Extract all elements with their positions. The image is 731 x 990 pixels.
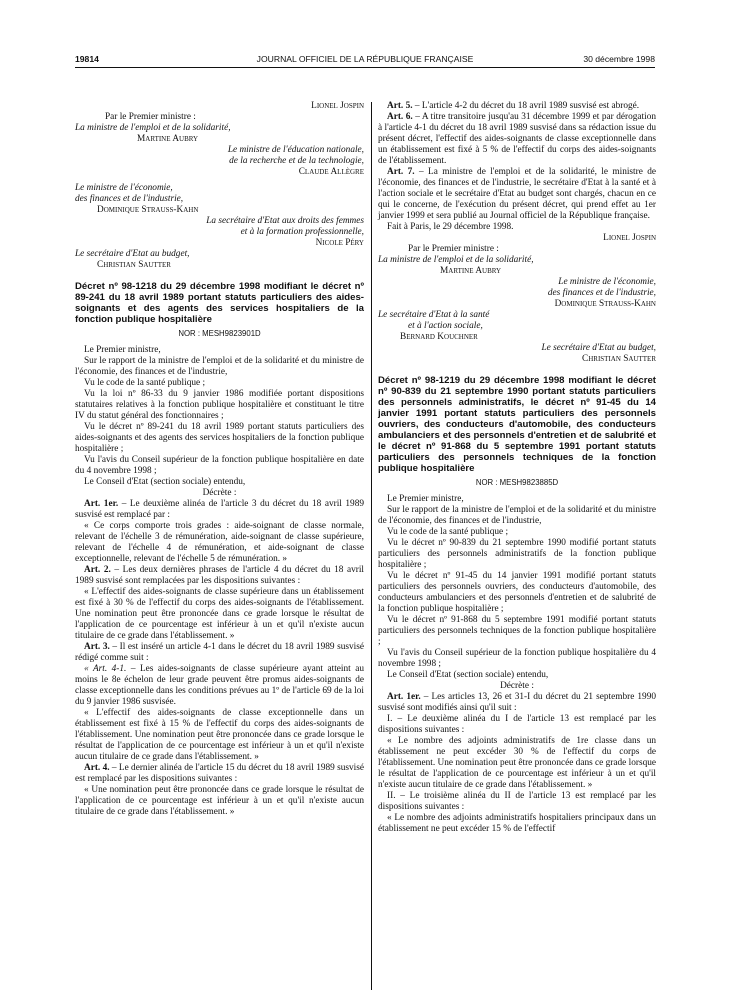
paragraph-text: Christian Sautter xyxy=(97,260,171,270)
paragraph xyxy=(378,222,656,233)
paragraph-text: Vu le décret nº 91-45 du 14 janvier 1991 modifié portant statuts particuliers des personnels ouvriers, des conducteurs d'automobile, des conducteurs ambulanciers et des personnels d'entretien et de salubrité de la fonction publique hospitalière ; xyxy=(378,571,656,614)
paragraph-text: Lionel Jospin xyxy=(311,101,364,111)
article-paragraph xyxy=(378,112,656,167)
paragraph-text: Vu le décret nº 90-839 du 21 septembre 1990 modifié portant statuts particuliers des personnels administratifs de la fonction publique hospitalière ; xyxy=(378,538,656,570)
issue-date: 30 décembre 1998 xyxy=(583,54,655,64)
paragraph xyxy=(75,378,364,389)
paragraph-text: La ministre de l'emploi et de la solidarité, xyxy=(378,255,534,265)
paragraph xyxy=(378,681,656,692)
article-number: Art. 3. xyxy=(84,642,110,652)
paragraph xyxy=(378,571,656,615)
paragraph-text: Martine Aubry xyxy=(440,266,502,276)
signatory-role xyxy=(75,123,364,134)
paragraph-text: NOR : MESH9823885D xyxy=(475,478,559,487)
paragraph xyxy=(75,785,364,818)
paragraph-text: Le secrétaire d'Etat au budget, xyxy=(75,249,190,259)
signatory-role xyxy=(378,255,656,266)
article-number: Art. 7. xyxy=(387,167,415,177)
paragraph-text: Par le Premier ministre : xyxy=(408,244,499,254)
paragraph xyxy=(378,813,656,835)
paragraph-text: Décret nº 98-1218 du 29 décembre 1998 modifiant le décret nº 89-241 du 18 avril 1989 portant statuts particuliers des aides-soignants et des agents des services hospitaliers de la fonction publique hospitalière xyxy=(75,281,364,325)
paragraph xyxy=(378,494,656,505)
signatory-role xyxy=(75,227,364,238)
paragraph-text: – Le dernier alinéa de l'article 15 du décret du 18 avril 1989 susvisé est remplacé par les dispositions suivantes : xyxy=(75,763,364,784)
paragraph-text: Dominique Strauss-Kahn xyxy=(554,299,656,309)
article-paragraph xyxy=(378,167,656,222)
article-paragraph xyxy=(378,101,656,112)
paragraph-text: Claude Allègre xyxy=(298,167,364,177)
paragraph xyxy=(378,244,656,255)
nor-reference xyxy=(378,477,656,488)
paragraph xyxy=(378,791,656,813)
article-number: Art. 2. xyxy=(84,565,111,575)
signatory-role xyxy=(75,183,364,194)
paragraph xyxy=(75,708,364,763)
signatory-role xyxy=(378,310,656,321)
paragraph-text: de la recherche et de la technologie, xyxy=(229,156,364,166)
signatory-role xyxy=(75,156,364,167)
paragraph-text: Le Conseil d'Etat (section sociale) entendu, xyxy=(387,670,549,680)
paragraph-text: « Ce corps comporte trois grades : aide-soignant de classe normale, relevant de l'échelle 3 de rémunération, aide-soignant de classe supérieure, relevant de l'échelle 4 de rémunération, et aide-soignant de classe exceptionnelle, relevant de l'échelle 5 de rémunération. » xyxy=(75,521,364,564)
paragraph xyxy=(75,112,364,123)
left-column xyxy=(75,101,364,818)
paragraph-text: « Le nombre des adjoints administratifs hospitaliers principaux dans un établissement ne peut excéder 15 % de l'effectif xyxy=(378,813,656,834)
signatory-name xyxy=(75,205,364,216)
paragraph-text: Vu l'avis du Conseil supérieur de la fonction publique hospitalière en date du 4 novembre 1998 ; xyxy=(75,455,364,476)
paragraph-text: NOR : MESH9823901D xyxy=(178,329,261,338)
paragraph-text: La secrétaire d'Etat aux droits des femmes xyxy=(206,216,364,226)
signatory-name xyxy=(378,266,656,277)
article-paragraph xyxy=(378,692,656,714)
paragraph xyxy=(378,527,656,538)
paragraph-text: – La ministre de l'emploi et de la solidarité, le ministre de l'économie, des finances et de l'industrie, le secrétaire d'Etat à la santé et à l'action sociale et le secrétaire d'Etat au budget sont chargés, chacun en ce qui le concerne, de l'exécution du présent décret, qui prend effet au 1er janvier 1999 et sera publié au Journal officiel de la République française. xyxy=(378,167,657,221)
nor-reference xyxy=(75,328,364,339)
article-paragraph xyxy=(75,565,364,587)
paragraph-text: Le Premier ministre, xyxy=(84,345,161,355)
signatory-role xyxy=(378,277,656,288)
header-rule xyxy=(75,67,655,68)
paragraph xyxy=(378,736,656,791)
article-number: Art. 1er. xyxy=(84,499,119,509)
paragraph-text: « Le nombre des adjoints administratifs de 1re classe dans un établissement ne peut excéder 30 % de l'effectif du corps de l'établissement. Une nomination peut être prononcée dans ce grade lorsque le résultat de l'application de ce pourcentage est inférieur à un et qu'il n'existe aucun titulaire de ce grade dans l'établissement. » xyxy=(378,736,656,790)
paragraph-text: Vu le code de la santé publique ; xyxy=(84,378,206,388)
paragraph-text: – Les aides-soignants de classe supérieure ayant atteint au moins le 8e échelon de leur grade peuvent être promus aides-soignants de classe exceptionnelle dans les conditions prévues au 1º de l'article 69 de la loi du 9 janvier 1986 susvisée. xyxy=(75,664,364,707)
article-number: Art. 4. xyxy=(84,763,110,773)
article-number: Art. 1er. xyxy=(387,692,421,702)
paragraph xyxy=(75,477,364,488)
paragraph-text: I. – Le deuxième alinéa du I de l'article 13 est remplacé par les dispositions suivantes : xyxy=(378,714,656,735)
paragraph-text: et à la formation professionnelle, xyxy=(240,227,364,237)
paragraph-text: Martine Aubry xyxy=(137,134,199,144)
page-header xyxy=(75,54,655,66)
paragraph-text: Bernard Kouchner xyxy=(400,332,478,342)
paragraph-text: Vu le code de la santé publique ; xyxy=(387,527,509,537)
paragraph-text: Fait à Paris, le 29 décembre 1998. xyxy=(387,222,514,232)
paragraph-text: – Il est inséré un article 4-1 dans le décret du 18 avril 1989 susvisé rédigé comme suit : xyxy=(75,642,364,663)
paragraph xyxy=(75,356,364,378)
paragraph xyxy=(75,389,364,422)
paragraph-text: Le ministre de l'économie, xyxy=(558,277,656,287)
paragraph-text: des finances et de l'industrie, xyxy=(75,194,184,204)
paragraph-text: – Les deux dernières phrases de l'article 4 du décret du 18 avril 1989 susvisé sont remplacées par les dispositions suivantes : xyxy=(75,565,364,586)
page-number: 19814 xyxy=(75,54,99,64)
paragraph xyxy=(75,455,364,477)
paragraph-text: Christian Sautter xyxy=(582,354,656,364)
paragraph-text: Par le Premier ministre : xyxy=(105,112,196,122)
paragraph-text: Le ministre de l'éducation nationale, xyxy=(227,145,364,155)
paragraph-text: Sur le rapport de la ministre de l'emploi et de la solidarité et du ministre de l'économie, des finances et de l'industrie, xyxy=(378,505,656,526)
paragraph-text: – Le deuxième alinéa de l'article 3 du décret du 18 avril 1989 susvisé est remplacé par : xyxy=(75,499,364,520)
article-paragraph xyxy=(75,763,364,785)
signatory-name xyxy=(75,134,364,145)
paragraph-text: Décret nº 98-1219 du 29 décembre 1998 modifiant le décret nº 90-839 du 21 septembre 1990 portant statuts particuliers des personnels administratifs, le décret nº 91-45 du 14 janvier 1991 portant statuts particuliers des personnels ouvriers, des conducteurs d'automobile, des conducteurs ambulanciers et des personnels d'entretien et de salubrité et le décret nº 91-868 du 5 septembre 1991 portant statuts particuliers des personnels techniques de la fonction publique hospitalière xyxy=(378,375,656,474)
paragraph-text: Le secrétaire d'Etat à la santé xyxy=(378,310,490,320)
paragraph-text: II. – Le troisième alinéa du II de l'article 13 est remplacé par les dispositions suivantes : xyxy=(378,791,656,812)
paragraph xyxy=(75,587,364,642)
paragraph xyxy=(75,488,364,499)
paragraph-text: Dominique Strauss-Kahn xyxy=(97,205,199,215)
paragraph xyxy=(378,714,656,736)
signatory-role xyxy=(75,216,364,227)
signatory-name xyxy=(378,354,656,365)
signatory-name xyxy=(378,299,656,310)
paragraph-text: « Une nomination peut être prononcée dans ce grade lorsque le résultat de l'application de ce pourcentage est inférieur à un et qu'il n'existe aucun titulaire de ce grade dans l'établissement. » xyxy=(75,785,364,817)
paragraph-text: – A titre transitoire jusqu'au 31 décembre 1999 et par dérogation à l'article 4-1 du décret du 18 avril 1989 susvisé dans sa rédaction issue du présent décret, l'effectif des aides-soignants de classe exceptionnelle dans un établissement est fixé à 5 % de l'effectif du corps des aides-soignants de l'établissement. xyxy=(378,112,656,166)
decree-title xyxy=(75,281,364,325)
column-divider xyxy=(371,102,372,990)
paragraph-text: Lionel Jospin xyxy=(603,233,656,243)
paragraph-text: Le Conseil d'Etat (section sociale) entendu, xyxy=(84,477,246,487)
paragraph-text: Décrète : xyxy=(500,681,534,691)
paragraph xyxy=(378,648,656,670)
journal-title: JOURNAL OFFICIEL DE LA RÉPUBLIQUE FRANÇAISE xyxy=(256,54,474,64)
paragraph-text: des finances et de l'industrie, xyxy=(547,288,656,298)
signatory-role xyxy=(75,249,364,260)
paragraph xyxy=(75,345,364,356)
signatory-role xyxy=(75,194,364,205)
paragraph-text: Sur le rapport de la ministre de l'emploi et de la solidarité et du ministre de l'économie, des finances et de l'industrie, xyxy=(75,356,364,377)
paragraph xyxy=(75,422,364,455)
paragraph-text: La ministre de l'emploi et de la solidarité, xyxy=(75,123,231,133)
signatory-name xyxy=(75,238,364,249)
paragraph-text: Le ministre de l'économie, xyxy=(75,183,173,193)
article-number: Art. 5. xyxy=(387,101,413,111)
paragraph-text: Décrète : xyxy=(202,488,237,498)
paragraph-text: Vu la loi nº 86-33 du 9 janvier 1986 modifiée portant dispositions statutaires relatives à la fonction publique hospitalière et constituant le titre IV du statut général des fonctionnaires ; xyxy=(75,389,364,421)
paragraph xyxy=(378,538,656,571)
paragraph xyxy=(378,615,656,648)
article-number: « Art. 4-1. xyxy=(84,664,127,674)
paragraph-text: Vu l'avis du Conseil supérieur de la fonction publique hospitalière du 4 novembre 1998 ; xyxy=(378,648,656,669)
paragraph xyxy=(378,670,656,681)
article-paragraph xyxy=(75,499,364,521)
article-paragraph xyxy=(75,642,364,664)
signatory-role xyxy=(75,145,364,156)
decree-title xyxy=(378,375,656,474)
paragraph xyxy=(75,521,364,565)
paragraph-text: « L'effectif des aides-soignants de classe exceptionnelle dans un établissement est fixé à 15 % de l'effectif du corps des aides-soignants de l'établissement. Une nomination peut être prononcée dans ce grade lorsque le résultat de l'application de ce pourcentage est inférieur à un et qu'il n'existe aucun titulaire de ce grade dans l'établissement. » xyxy=(75,708,364,762)
paragraph-text: « L'effectif des aides-soignants de classe supérieure dans un établissement est fixé à 30 % de l'effectif du corps des aides-soignants de l'établissement. Une nomination peut être prononcée dans ce grade lorsque le résultat de l'application de ce pourcentage est inférieur à un et qu'il n'existe aucun titulaire de ce grade dans l'établissement. » xyxy=(75,587,364,641)
paragraph-text: – L'article 4-2 du décret du 18 avril 1989 susvisé est abrogé. xyxy=(412,101,640,111)
signatory-name xyxy=(75,101,364,112)
paragraph-text: – Les articles 13, 26 et 31-I du décret du 21 septembre 1990 susvisé sont modifiés ainsi qu'il suit : xyxy=(378,692,656,713)
paragraph xyxy=(378,505,656,527)
right-column xyxy=(378,101,656,835)
paragraph-text: Le Premier ministre, xyxy=(387,494,464,504)
paragraph xyxy=(75,664,364,708)
article-number: Art. 6. xyxy=(387,112,413,122)
paragraph-text: Vu le décret nº 89-241 du 18 avril 1989 portant statuts particuliers des aides-soignants et des agents des services hospitaliers de la fonction publique hospitalière ; xyxy=(75,422,364,454)
paragraph-text: Le secrétaire d'Etat au budget, xyxy=(541,343,656,353)
signatory-role xyxy=(378,343,656,354)
signatory-name xyxy=(378,233,656,244)
paragraph-text: Nicole Péry xyxy=(315,238,364,248)
signatory-role xyxy=(378,321,656,332)
signatory-name xyxy=(378,332,656,343)
signatory-name xyxy=(75,260,364,271)
paragraph-text: et à l'action sociale, xyxy=(408,321,483,331)
signatory-role xyxy=(378,288,656,299)
signatory-name xyxy=(75,167,364,178)
paragraph-text: Vu le décret nº 91-868 du 5 septembre 1991 modifié portant statuts particuliers des personnels techniques de la fonction publique hospitalière ; xyxy=(378,615,656,647)
